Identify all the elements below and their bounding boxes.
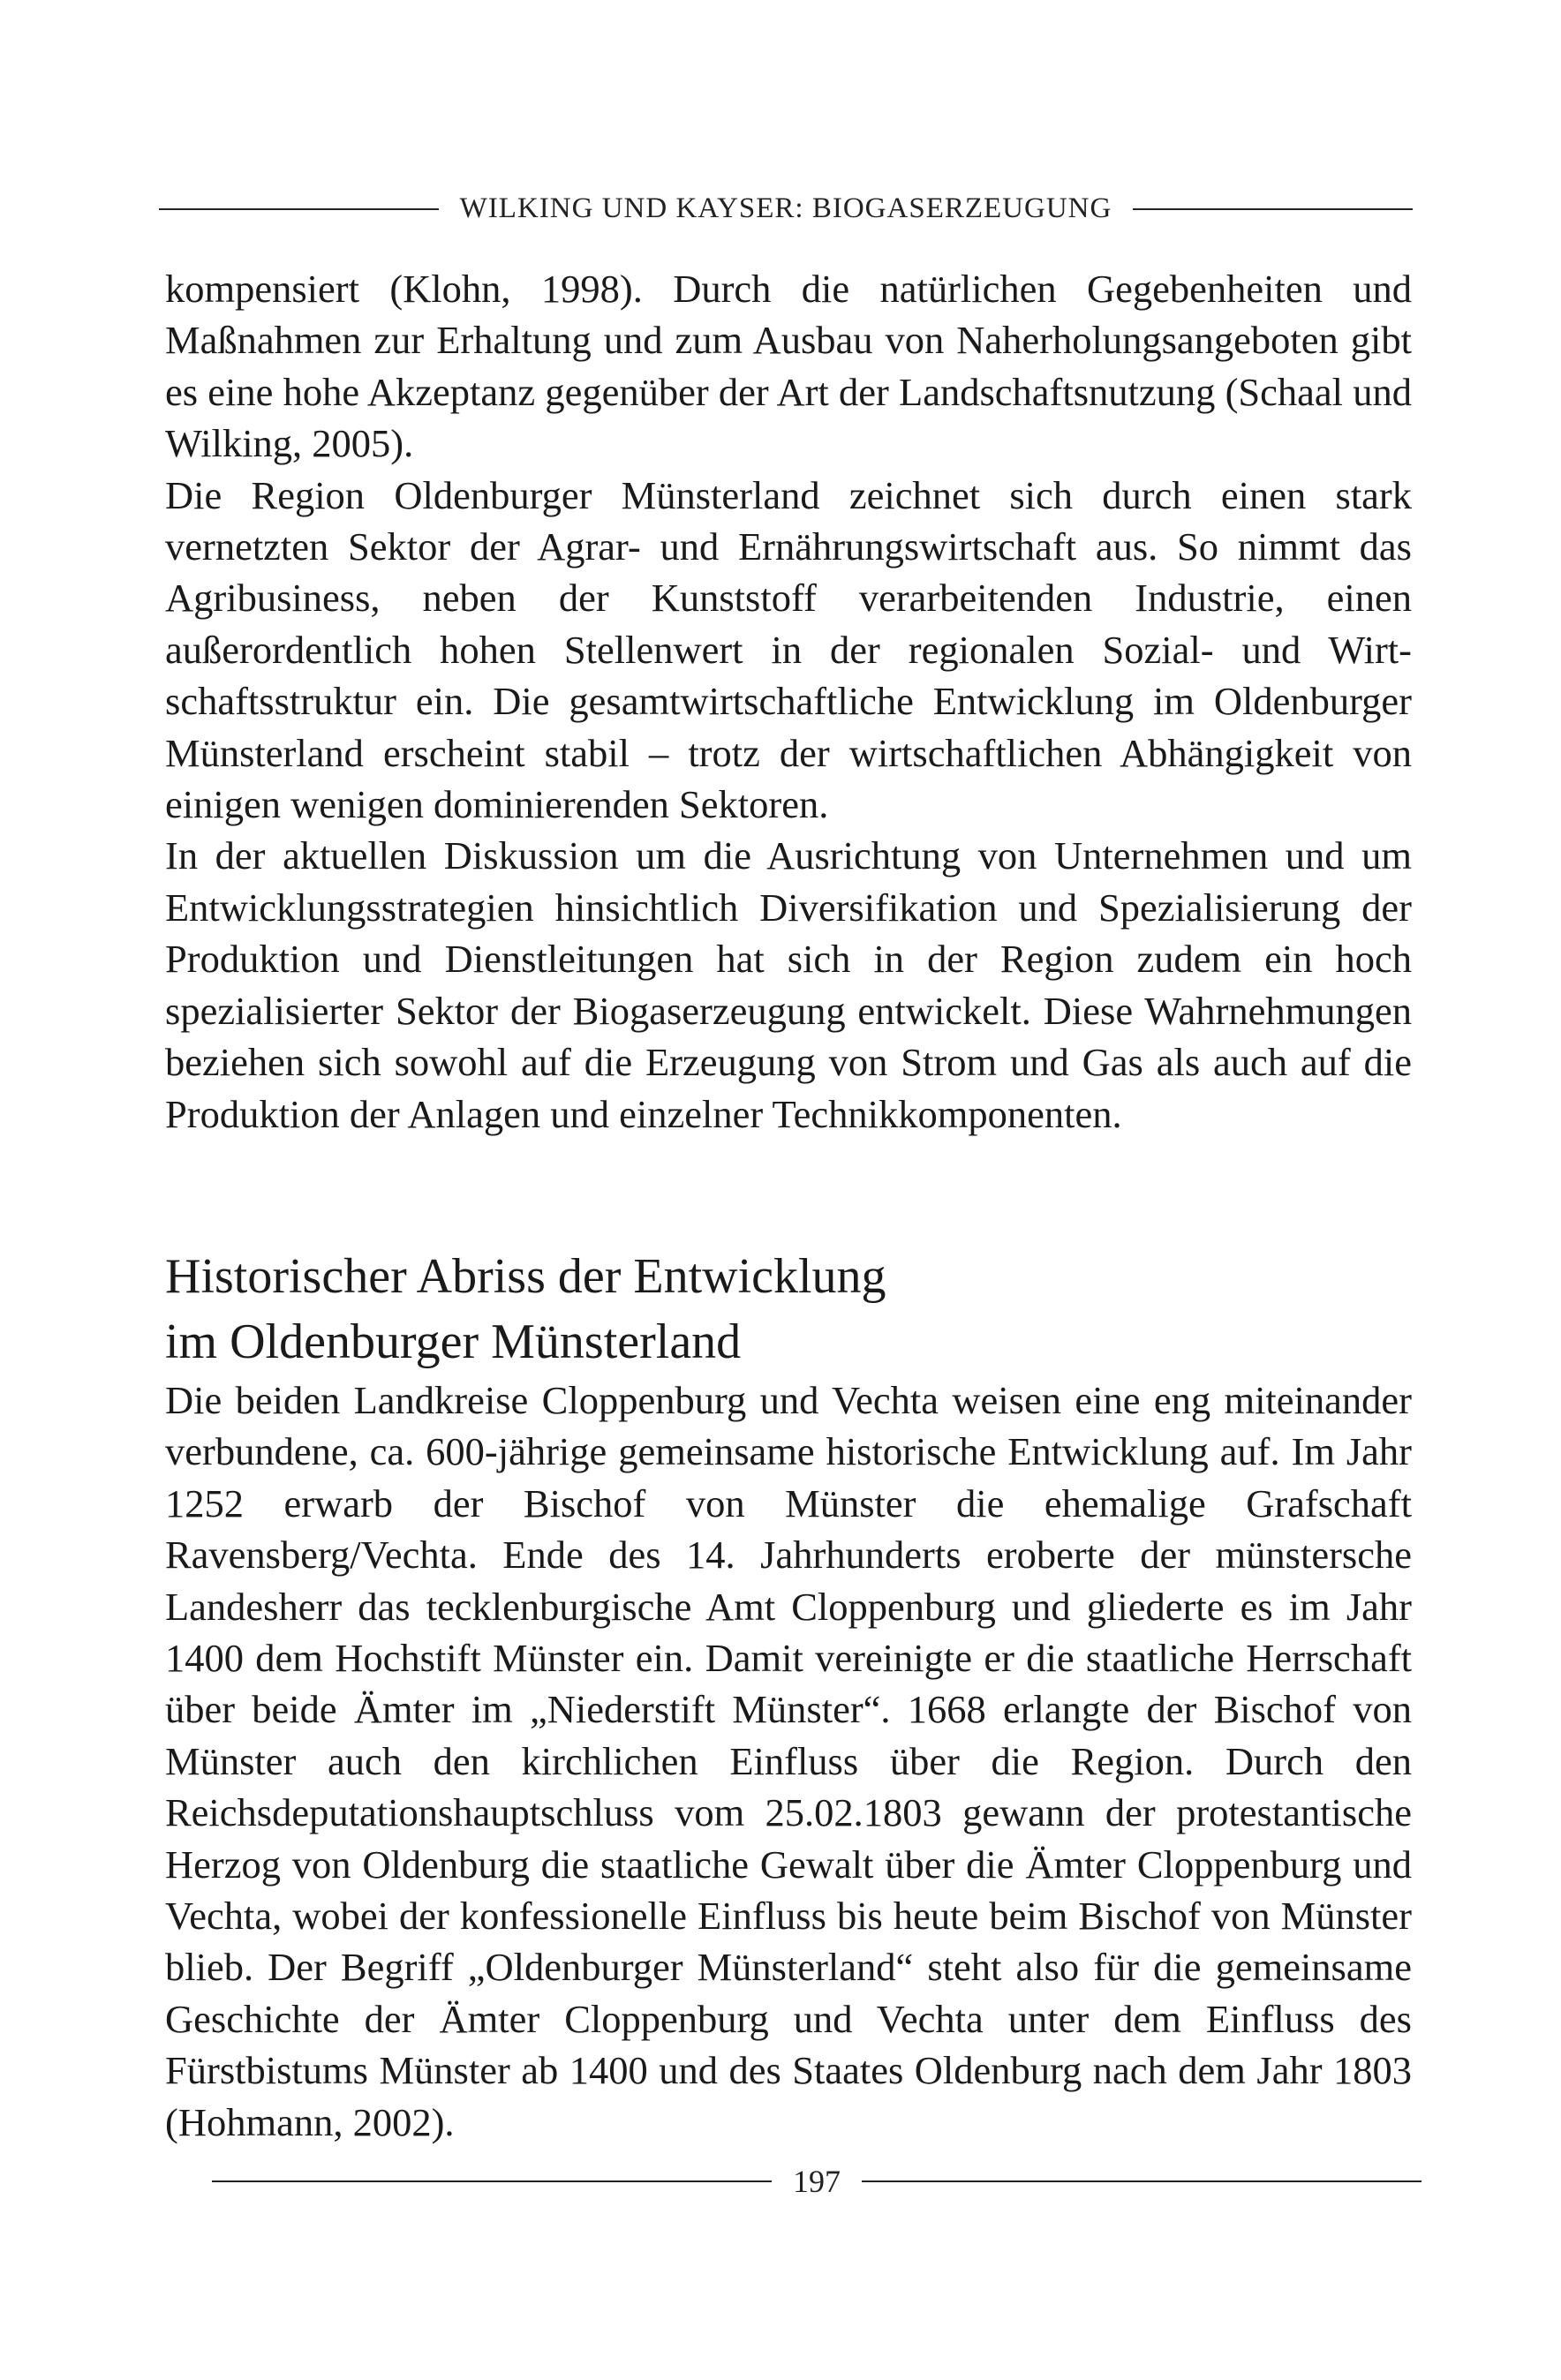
page-number: 197	[793, 2164, 841, 2199]
section-heading-line-1: Historischer Abriss der Entwicklung	[165, 1248, 886, 1304]
paragraph-4: Die beiden Landkreise Cloppenburg und Vechta weisen eine eng miteinander verbundene, ca. 600-jährige gemeinsame historische Entwicklung auf. Im Jahr 1252 erwarb der Bischof von Münster die ehemalige Grafschaft Ravensberg/Vechta. Ende des 14. Jahrhunderts eroberte der münstersche Landesherr das tecklenburgische Amt Cloppenburg und gliederte es im Jahr 1400 dem Hochstift Münster ein. Damit vereinigte er die staatliche Herrschaft über beide Ämter im „Niederstift Münster“. 1668 erlangte der Bischof von Münster auch den kirchlichen Einfluss über die Region. Durch den Reichsdeputationshauptschluss vom 25.02.1803 gewann der protestantische Herzog von Oldenburg die staatliche Gewalt über die Ämter Cloppenburg und Vechta, wobei der konfessionelle Einfluss bis heute beim Bischof von Münster blieb. Der Begriff „Oldenburger Münsterland“ steht also für die gemeinsame Geschichte der Ämter Cloppenburg und Vechta unter dem Einfluss des Fürstbistums Münster ab 1400 und des Staates Oldenburg nach dem Jahr 1803 (Hohmann, 2002).	[165, 1377, 1412, 2144]
page-footer	[212, 2163, 1421, 2200]
page-body	[165, 263, 1412, 2148]
paragraph-2: Die Region Oldenburger Münsterland zeichnet sich durch einen stark vernetzten Sektor der Agrar- und Ernährungswirtschaft aus. So nimmt das Agribusiness, neben der Kunststoff verarbeitenden Industrie, einen außerordentlich hohen Stellenwert in der regionalen Sozial- und Wirtschaftsstruktur ein. Die gesamtwirtschaftliche Entwicklung im Oldenburger Münsterland erscheint stabil – trotz der wirtschaftlichen Abhängigkeit von einigen wenigen dominierenden Sektoren.	[165, 472, 1412, 827]
paragraph-1: kompensiert (Klohn, 1998). Durch die natürlichen Gegebenheiten und Maßnahmen zur Erhaltung und zum Ausbau von Naherholungsangeboten gibt es eine hohe Akzeptanz gegenüber der Art der Landschaftsnutzung (Schaal und Wilking, 2005).	[165, 267, 1412, 466]
footer-rule-right	[862, 2180, 1421, 2182]
running-head	[159, 192, 1413, 225]
footer-rule-left	[212, 2180, 772, 2182]
section-heading	[165, 1244, 1412, 1375]
paragraph-3: In der aktuellen Diskussion um die Ausrichtung von Unternehmen und um Entwicklungsstrategien hinsichtlich Diversifikation und Spezialisierung der Produktion und Dienstleitungen hat sich in der Region zudem ein hoch spezialisierter Sektor der Biogaserzeugung entwickelt. Diese Wahrnehmungen beziehen sich sowohl auf die Erzeugung von Strom und Gas als auch auf die Produktion der Anlagen und einzelner Technikkomponenten.	[165, 833, 1412, 1136]
running-head-rule-right	[1133, 208, 1413, 210]
running-head-rule-left	[159, 208, 439, 210]
running-head-title: WILKING UND KAYSER: BIOGASERZEUGUNG	[459, 192, 1112, 224]
section-heading-line-2: im Oldenburger Münsterland	[165, 1314, 742, 1369]
